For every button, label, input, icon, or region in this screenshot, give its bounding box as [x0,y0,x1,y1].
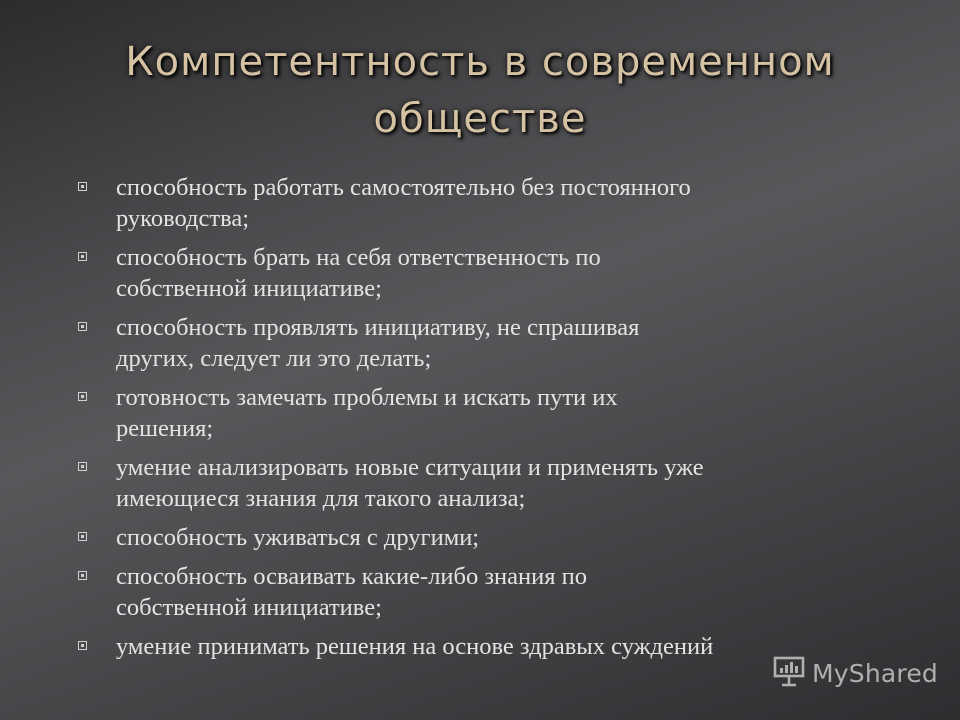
square-bullet-icon [78,532,87,541]
bullet-item-4 [76,382,916,444]
bullet-text-line: решения; [116,415,214,442]
slide-title [40,34,920,148]
bullet-item-5 [76,452,916,514]
slide-title-line-1: Компетентность в современном [125,39,835,85]
bullet-text-line: руководства; [116,205,250,232]
bullet-text-line: способность брать на себя ответственность по [116,244,601,271]
square-bullet-icon [78,182,87,191]
bullet-item-2 [76,242,916,304]
bullet-list [76,172,916,670]
bullet-text-line: других, следует ли это делать; [116,345,432,372]
bullet-item-7 [76,561,916,623]
bullet-text-line: готовность замечать проблемы и искать пути их [116,384,618,411]
bullet-text-line: умение принимать решения на основе здравых суждений [116,633,714,660]
watermark-text: MyShared [812,659,938,688]
bullet-text-line: собственной инициативе; [116,275,382,302]
square-bullet-icon [78,252,87,261]
square-bullet-icon [78,571,87,580]
square-bullet-icon [78,392,87,401]
bullet-text-line: имеющиеся знания для такого анализа; [116,485,526,512]
bullet-text-line: способность осваивать какие-либо знания по [116,563,588,590]
bullet-item-6 [76,522,916,553]
square-bullet-icon [78,322,87,331]
square-bullet-icon [78,462,87,471]
square-bullet-icon [78,641,87,650]
bullet-text-line: собственной инициативе; [116,594,382,621]
slide-title-line-2: обществе [373,96,587,142]
bullet-item-1 [76,172,916,234]
presentation-board-icon [772,655,806,692]
bullet-text-line: способность проявлять инициативу, не спрашивая [116,314,640,341]
bullet-text-line: способность работать самостоятельно без постоянного [116,174,691,201]
bullet-item-3 [76,312,916,374]
myshared-watermark[interactable] [772,655,938,692]
bullet-text-line: способность уживаться с другими; [116,524,480,551]
bullet-text-line: умение анализировать новые ситуации и применять уже [116,454,704,481]
